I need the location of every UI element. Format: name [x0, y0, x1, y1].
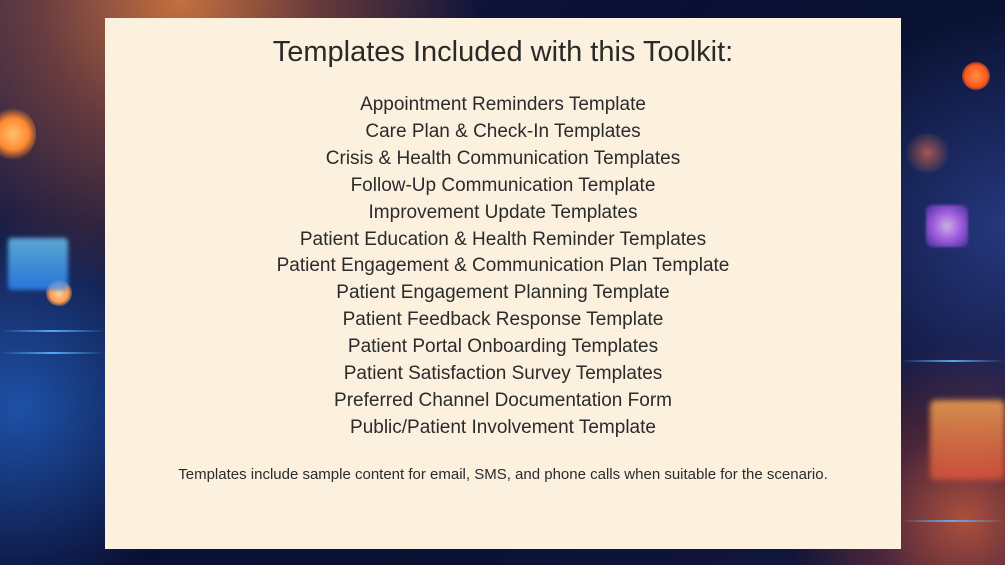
- circuit-line: [0, 330, 105, 332]
- template-item: Improvement Update Templates: [368, 201, 638, 223]
- red-bokeh-light: [905, 133, 950, 173]
- template-item: Patient Feedback Response Template: [342, 309, 664, 331]
- template-item: Follow-Up Communication Template: [350, 174, 656, 196]
- template-item: Patient Engagement & Communication Plan Template: [276, 255, 730, 277]
- template-item: Preferred Channel Documentation Form: [334, 389, 672, 411]
- template-item: Appointment Reminders Template: [360, 94, 646, 115]
- circuit-line: [900, 360, 1005, 362]
- purple-glow-square: [926, 205, 968, 247]
- template-item: Patient Portal Onboarding Templates: [347, 336, 659, 358]
- orange-bokeh-light: [0, 108, 36, 160]
- circuit-line: [0, 352, 105, 354]
- content-panel: [105, 18, 901, 549]
- slide-title: Templates Included with this Toolkit:: [272, 36, 734, 68]
- template-item: Care Plan & Check-In Templates: [365, 120, 641, 142]
- orange-bokeh-light: [962, 62, 990, 90]
- template-item: Patient Education & Health Reminder Templates: [299, 228, 707, 250]
- template-item: Public/Patient Involvement Template: [350, 416, 656, 438]
- template-item: Patient Engagement Planning Template: [336, 282, 670, 304]
- circuit-line: [900, 520, 1005, 522]
- template-item: Patient Satisfaction Survey Templates: [343, 363, 663, 385]
- template-item: Crisis & Health Communication Templates: [325, 147, 681, 169]
- footnote: Templates include sample content for email, SMS, and phone calls when suitable for the scenario.: [178, 466, 828, 483]
- orange-glow-chart: [930, 400, 1005, 480]
- blue-glow-square: [8, 238, 68, 290]
- template-list: [105, 92, 901, 442]
